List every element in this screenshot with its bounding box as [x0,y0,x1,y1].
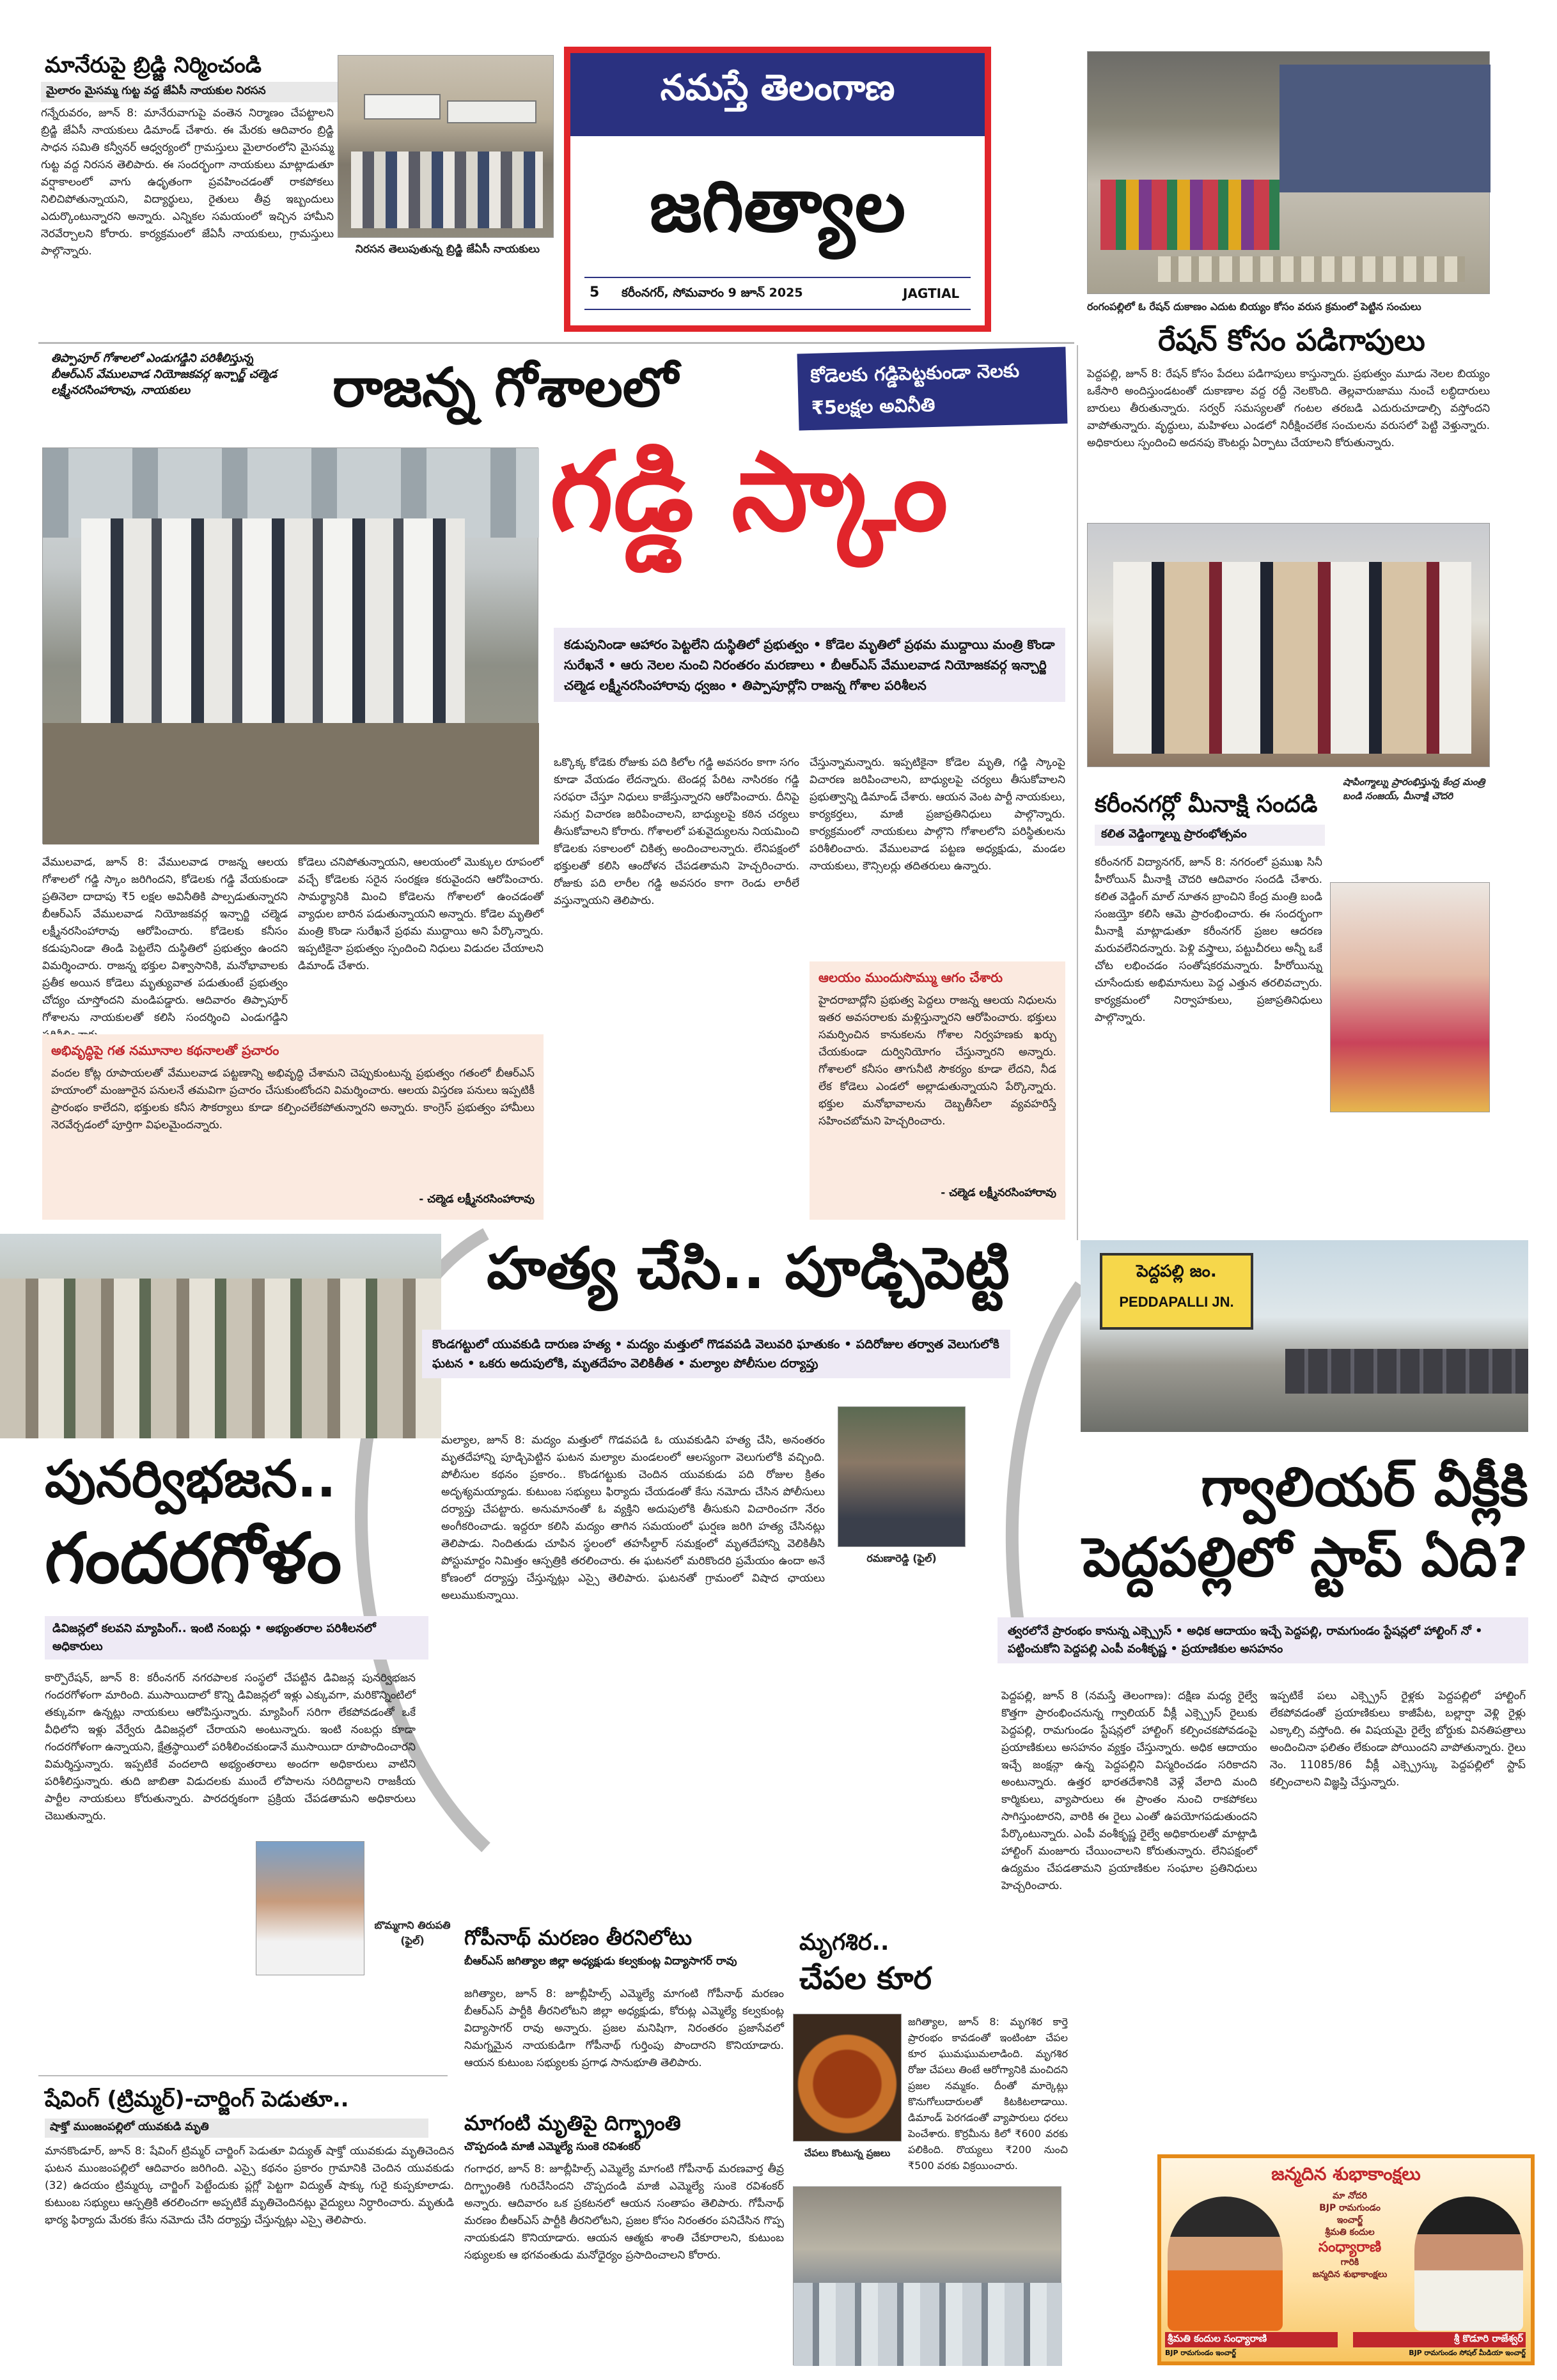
ad-line2: BJP రామగుండం [1319,2203,1381,2213]
gwalior-body: పెద్దపల్లి, జూన్ 8 (నమస్తే తెలంగాణ): దక్షిణ మధ్య రైల్వే కొత్తగా ప్రారంభించనున్న గ్వాలియర్ వీక్లీ ఎక్స్ప్రెస్ రైలుకు పెద్దపల్లి, రామగుండం స్టేషన్లలో హాల్టింగ్ కల్పించకపోవడంపై ప్రయాణికులు అసహనం వ్యక్తం చేస్తున్నారు. అధిక ఆదాయం ఇచ్చే జంక్షన్గా ఉన్న పెద్దపల్లిని విస్మరించడం సరికాదని అంటున్నారు. ఉత్తర భారతదేశానికి వెళ్లే వేలాది మంది కార్మికులు, వ్యాపారులు ఈ ప్రాంతం నుంచి రాకపోకలు సాగిస్తుంటారని, వారికి ఈ రైలు ఎంతో ఉపయోగపడుతుందని పేర్కొంటున్నారు. ఎంపీ వంశీకృష్ణ రైల్వే అధికారులతో మాట్లాడి హాల్టింగ్ మంజూరు చేయించాలని కోరుతున్నారు. లేనిపక్షంలో ఉద్యమం చేపడతామని ప్రయాణికుల సంఘాల ప్రతినిధులు హెచ్చరించారు. [1001,1690,1257,1892]
fish-body: జగిత్యాల, జూన్ 8: మృగశిర కార్తె ప్రారంభం కావడంతో ఇంటింటా చేపల కూర ఘుమఘుమలాడింది. మృగశిర రోజు చేపలు తింటే ఆరోగ్యానికి మంచిదని ప్రజల నమ్మకం. దీంతో మార్కెట్లు కొనుగోలుదారులతో కిటకిటలాడాయి. డిమాండ్ పెరగడంతో వ్యాపారులు ధరలు పెంచేశారు. కొర్రమీను కిలో ₹600 వరకు పలికింది. రొయ్యలు ₹200 నుంచి ₹500 వరకు విక్రయించారు. [908,2016,1068,2172]
page-number: 5 [590,284,600,300]
bridge-headline: మానేరుపై బ్రిడ్జి నిర్మించండి [45,52,262,78]
ad-line1: మా నోదరి [1332,2191,1368,2201]
goshala-kicker: తిప్పాపూర్ గోశాలలో ఎండుగడ్డిని పరిశీలిస్తున్న బీఆర్ఎస్ వేములవాడ నియోజకవర్గ ఇన్చార్జ్ చల్మెడ లక్ష్మీనరసింహారావు, నాయకులు [51,352,278,397]
ad-line4: శ్రీమతి కందుల [1325,2227,1375,2237]
tirupati-caption: బొమ్మగాని తిరుపతి (ఫైల్) [374,1919,451,1947]
maganti-headline: మాగంటి మృతిపై దిగ్భ్రాంతి [464,2111,681,2135]
goshala-tag: కోడెలకు గడ్డిపెట్టకుండా నెలకు ₹5లక్షల అవినీతి [797,347,1068,431]
shaving-sub: షాక్తో ముంజంపల్లిలో యువకుడి మృతి [45,2119,428,2138]
goshala-body4: చేస్తున్నామన్నారు. ఇప్పటికైనా కోడెల మృతి, గడ్డి స్కాంపై విచారణ జరిపించాలని, బాధ్యులపై చర్యలు తీసుకోవాలని ప్రభుత్వాన్ని డిమాండ్ చేశారు. ఆయన వెంట పార్టీ నాయకులు, కార్యకర్తలు, మాజీ ప్రజాప్రతినిధులు పాల్గొన్నారు. కార్యక్రమంలో నాయకులు పాల్గొని గోశాలలోని పరిస్థితులను పరిశీలించారు. వేములవాడ పట్టణ అధ్యక్షుడు, మండల నాయకులు, కౌన్సిలర్లు తదితరులు ఉన్నారు. [810,756,1065,873]
meenakshi-headline: కరీంనగర్లో మీనాక్షి సందడి [1095,791,1318,818]
mall-opening-photo [1087,523,1490,767]
ad-line7: జన్మదిన శుభాకాంక్షలు [1312,2269,1388,2280]
propaganda-box [42,1034,544,1220]
ad-role1: BJP రామగుండం ఇంచార్జ్ [1165,2349,1236,2357]
mall-caption: షాపింగ్మాల్ను ప్రారంభిస్తున్న కేంద్ర మంత్రి బండి సంజయ్, మీనాక్షి చౌదరి [1343,776,1485,802]
maganti-sub: చొప్పదండి మాజీ ఎమ్మెల్యే సుంకె రవిశంకర్ [464,2140,641,2153]
fish-curry-photo [793,2014,902,2142]
temple-box [810,961,1065,1220]
goshala-bullets: కడుపునిండా ఆహారం పెట్టలేని దుస్థితిలో ప్రభుత్వం • కోడెల మృతిలో ప్రథమ ముద్దాయి మంత్రి కొండా సురేఖనే • ఆరు నెలల నుంచి నిరంతరం మరణాలు • బీఆర్ఎస్ వేములవాడ నియోజకవర్గ ఇన్చార్జి చల్మెడ లక్ష్మీనరసింహారావు ధ్వజం • తిప్పాపూర్లోని రాజన్న గోశాల పరిశీలన [554,628,1065,702]
birthday-ad [1157,2154,1535,2365]
fish-headline1: మృగశిర.. [799,1929,889,1956]
goshala-inspection-photo [42,447,538,844]
goshala-body2: కోడెలు చనిపోతున్నాయని, ఆలయంలో మొక్కుల రూపంలో వచ్చే కోడెలకు సరైన సంరక్షణ కరువైందని ఆరోపించారు. సామర్థ్యానికి మించి కోడెలను గోశాలలో ఉంచడంతో వ్యాధుల బారిన పడుతున్నాయని అన్నారు. కోడెల మృతిలో మంత్రి కొండా సురేఖనే ప్రథమ ముద్దాయి అని పేర్కొన్నారు. ఇప్పటికైనా ప్రభుత్వం స్పందించి నిధులు విడుదల చేయాలని డిమాండ్ చేశారు. [298,856,544,972]
station-photo [1081,1240,1528,1432]
station-board [1100,1253,1253,1330]
gopinath-sub: బీఆర్ఎస్ జగిత్యాల జిల్లా అధ్యక్షుడు కల్వకుంట్ల విద్యాసాగర్ రావు [464,1955,737,1968]
ad-line5: సంధ్యారాణి [1318,2239,1382,2255]
edition-name: జగిత్యాల [649,165,906,248]
ad-name1: శ్రీమతి కందుల సంధ్యారాణి [1165,2332,1338,2347]
temple-body: హైదరాబాద్లోని ప్రభుత్వ పెద్దలు రాజన్న ఆలయ నిధులను ఇతర అవసరాలకు మళ్లిస్తున్నారని ఆరోపించారు. భక్తులు సమర్పించిన కానుకలను గోశాల నిర్వహణకు ఖర్చు చేయకుండా దుర్వినియోగం చేస్తున్నారని అన్నారు. గోశాలలో కనీసం తాగునీటి సౌకర్యం కూడా లేదని, నీడ లేక కోడెలు ఎండలో అల్లాడుతున్నాయని పేర్కొన్నారు. భక్తుల మనోభావాలను దెబ్బతీసేలా వ్యవహరిస్తే సహించబోమని హెచ్చరించారు. [818,994,1056,1128]
temple-headline: ఆలయం ముందుసొమ్ము ఆగం చేశారు [818,970,1003,985]
bridge-protest-photo [338,55,554,238]
gopinath-body: జగిత్యాల, జూన్ 8: జూబ్లీహిల్స్ ఎమ్మెల్యే మాగంటి గోపీనాథ్ మరణం బీఆర్ఎస్ పార్టీకి తీరనిలోటని జిల్లా అధ్యక్షుడు, కోరుట్ల ఎమ్మెల్యే కల్వకుంట్ల విద్యాసాగర్ రావు అన్నారు. ప్రజల మనిషిగా, నిరంతరం ప్రజాసేవలో నిమగ్నమైన నాయకుడిగా గోపీనాథ్ గుర్తింపు పొందారని కొనియాడారు. ఆయన కుటుంబ సభ్యులకు ప్రగాఢ సానుభూతి తెలిపారు. [464,1987,784,2069]
city-aerial-photo [0,1234,441,1438]
tirupati-photo [256,1841,364,1975]
gwalior-headline1: గ్వాలియర్ వీక్లీకి [1201,1456,1528,1518]
murder-bullets: కొండగట్టులో యువకుడి దారుణ హత్య • మద్యం మత్తులో గొడవపడి వెలువరి ఘాతుకం • పదిరోజుల తర్వాత వెలుగులోకి ఘటన • ఒకరు అదుపులోకి, మృతదేహం వెలికితీత • మల్యాల పోలీసుల దర్యాప్తు [422,1330,1010,1378]
ration-body: పెద్దపల్లి, జూన్ 8: రేషన్ కోసం పేదలు పడిగాపులు కాస్తున్నారు. ప్రభుత్వం మూడు నెలల బియ్యం ఒకేసారి అందిస్తుండటంతో దుకాణాల వద్ద రద్దీ నెలకొంది. తెల్లవారుజాము నుంచే లబ్ధిదారులు బారులు తీరుతున్నారు. సర్వర్ సమస్యలతో గంటల తరబడి ఎదురుచూడాల్సి వస్తోందని వాపోతున్నారు. వృద్ధులు, మహిళలు ఎండలో నిరీక్షించలేక సంచులను వరుసలో పెట్టి వెళ్తున్నారు. అధికారులు స్పందించి అదనపు కౌంటర్లు ఏర్పాటు చేయాలని కోరుతున్నారు. [1087,368,1490,449]
maganti-body: గంగాధర, జూన్ 8: జూబ్లీహిల్స్ ఎమ్మెల్యే మాగంటి గోపీనాథ్ మరణవార్త తీవ్ర దిగ్భ్రాంతికి గురిచేసిందని చొప్పదండి మాజీ ఎమ్మెల్యే సుంకె రవిశంకర్ అన్నారు. ఆదివారం ఒక ప్రకటనలో ఆయన సంతాపం తెలిపారు. గోపీనాథ్ మరణం బీఆర్ఎస్ పార్టీకి తీరనిలోటని, ప్రజల కోసం నిరంతరం పనిచేసిన గొప్ప నాయకుడని కొనియాడారు. ఆయన ఆత్మకు శాంతి చేకూరాలని, కుటుంబ సభ్యులకు ఆ భగవంతుడు మనోధైర్యం ప్రసాదించాలని కోరారు. [464,2163,784,2262]
fish-market-photo [793,2186,1061,2365]
murder-victim-photo [838,1406,966,1547]
goshala-body3: ఒక్కొక్క కోడెకు రోజుకు పది కిలోల గడ్డి అవసరం కాగా సగం కూడా వేయడం లేదన్నారు. టెండర్ల పేరిట నాసిరకం గడ్డి సరఫరా చేస్తూ నిధులు కాజేస్తున్నారని ఆరోపించారు. దీనిపై సమగ్ర విచారణ జరిపించాలని, బాధ్యులపై కఠిన చర్యలు తీసుకోవాలని కోరారు. గోశాలలో పశువైద్యులను నియమించి కోడెలకు సకాలంలో చికిత్స అందించాలన్నారు. లేనిపక్షంలో భక్తులతో కలిసి ఆందోళన చేపడతామని హెచ్చరించారు. రోజుకు పది లారీల గడ్డి అవసరం కాగా రెండు లారీలే వస్తున్నాయని తెలిపారు. [554,756,799,907]
gwalior-bullets: త్వరలోనే ప్రారంభం కానున్న ఎక్స్ప్రెస్ • అధిక ఆదాయం ఇచ్చే పెద్దపల్లి, రామగుండం స్టేషన్లలో హాల్టింగ్ నో • పట్టించుకోని పెద్దపల్లి ఎంపీ వంశీకృష్ణ • ప్రయాణికుల అసహనం [998,1617,1528,1663]
ad-role2: BJP రామగుండం సోషల్ మీడియా ఇంచార్జ్ [1409,2349,1526,2357]
board-english: PEDDAPALLI JN. [1119,1294,1234,1310]
gwalior-headline2: పెద్దపల్లిలో స్టాప్ ఏది? [1083,1526,1528,1589]
bridge-photo-caption: నిరసన తెలుపుతున్న బ్రిడ్జి జేఏసీ నాయకులు [355,243,540,256]
gwalior-body2: ఇప్పటికే పలు ఎక్స్ప్రెస్ రైళ్లకు పెద్దపల్లిలో హాల్టింగ్ లేకపోవడంతో ప్రయాణికులు కాజీపేట, బల్లార్షా వెళ్లి రైళ్లు ఎక్కాల్సి వస్తోంది. ఈ విషయమై రైల్వే బోర్డుకు వినతిపత్రాలు అందించినా ఫలితం లేకుండా పోయిందని వాపోతున్నారు. రైలు నెం. 11085/86 వీక్లీ ఎక్స్ప్రెస్కు పెద్దపల్లిలో స్టాప్ కల్పించాలని విజ్ఞప్తి చేస్తున్నారు. [1270,1690,1526,1789]
ration-headline: రేషన్ కోసం పడిగాపులు [1158,323,1425,357]
masthead [564,47,991,332]
murder-headline: హత్య చేసి.. పూడ్చిపెట్టి [487,1235,1010,1302]
redistrict-headline1: పునర్విభజన.. [45,1449,336,1509]
ad-name2: శ్రీ కొడూరి రాజేశ్వర్ [1353,2332,1526,2347]
propaganda-byline: - చల్మెడ లక్ష్మీనరసింహారావు [419,1193,535,1206]
bridge-body: గన్నేరువరం, జూన్ 8: మానేరువాగుపై వంతెన నిర్మాణం చేపట్టాలని బ్రిడ్జి జేఏసీ నాయకులు డిమాండ్ చేశారు. ఈ మేరకు ఆదివారం బ్రిడ్జి సాధన సమితి కన్వీనర్ ఆధ్వర్యంలో గ్రామస్తులు మైలారంలోని మైసమ్మ గుట్ట వద్ద నిరసన తెలిపారు. ఈ సందర్భంగా నాయకులు మాట్లాడుతూ వర్షాకాలంలో వాగు ఉధృతంగా ప్రవహించడంతో రాకపోకలు నిలిచిపోతున్నాయని, విద్యార్థులు, రైతులు తీవ్ర ఇబ్బందులు ఎదుర్కొంటున్నారని అన్నారు. ఎన్నికల సమయంలో ఇచ్చిన హామీని నెరవేర్చాలని కోరారు. కార్యక్రమంలో జేఏసీ నాయకులు, గ్రామస్తులు పాల్గొన్నారు. [41,107,334,258]
shaving-headline: షేవింగ్ (ట్రిమ్మర్)-చార్జింగ్ పెడుతూ.. [45,2087,349,2112]
edition-en: JAGTIAL [903,286,960,301]
ad-line3: ఇంచార్జ్ [1336,2215,1363,2225]
gopinath-headline: గోపీనాథ్ మరణం తీరనిలోటు [464,1925,692,1950]
redistrict-bullets: డివిజన్లలో కలవని మ్యాపింగ్.. ఇంటి నంబర్లు • అభ్యంతరాల పరిశీలనలో అధికారులు [45,1616,428,1660]
fish-caption: చేపలు కొంటున్న ప్రజలు [804,2147,891,2159]
goshala-headline-top: రాజన్న గోశాలలో [333,356,678,419]
ad-line6: గారికి [1340,2257,1359,2267]
redistrict-body: కార్పొరేషన్, జూన్ 8: కరీంనగర్ నగరపాలక సంస్థలో చేపట్టిన డివిజన్ల పునర్విభజన గందరగోళంగా మారింది. ముసాయిదాలో కొన్ని డివిజన్లలో ఇళ్లు ఎక్కువగా, మరికొన్నింటిలో తక్కువగా ఉన్నట్లు నాయకులు ఆరోపిస్తున్నారు. మ్యాపింగ్ సరిగా లేకపోవడంతో ఒకే వీధిలోని ఇళ్లు వేర్వేరు డివిజన్లలో చేరాయని అంటున్నారు. ఇంటి నంబర్లు కూడా గందరగోళంగా ఉన్నాయని, క్షేత్రస్థాయిలో పరిశీలించకుండానే ముసాయిదా రూపొందించారని విమర్శిస్తున్నారు. ఇప్పటికే వందలాది అభ్యంతరాలు అందగా అధికారులు వాటిని పరిశీలిస్తున్నారు. తుది జాబితా విడుదలకు ముందే లోపాలను సరిదిద్దాలని రాజకీయ పార్టీల నాయకులు కోరుతున్నారు. పారదర్శకంగా ప్రక్రియ చేపడతామని అధికారులు చెబుతున్నారు. [45,1672,416,1823]
ad-title: జన్మదిన శుభాకాంక్షలు [1271,2163,1421,2184]
ration-caption: రంగంపల్లిలో ఓ రేషన్ దుకాణం ఎదుట బియ్యం కోసం వరుస క్రమంలో పెట్టిన సంచులు [1087,300,1421,313]
brand-logo: నమస్తే తెలంగాణ [660,67,895,109]
board-telugu: పెద్దపల్లి జం. [1136,1262,1217,1281]
meenakshi-bullet: కలిత వెడ్డింగ్మాల్ను ప్రారంభోత్సవం [1095,825,1325,846]
redistrict-headline2: గందరగోళం [45,1519,342,1599]
temple-byline: - చల్మెడ లక్ష్మీనరసింహారావు [941,1186,1056,1199]
goshala-headline-main: గడ్డి స్కాం [550,429,948,556]
shaving-body: మానకొండూర్, జూన్ 8: షేవింగ్ ట్రిమ్మర్ చార్జింగ్ పెడుతూ విద్యుత్ షాక్తో యువకుడు మృతిచెందిన ఘటన ముంజంపల్లిలో ఆదివారం జరిగింది. ఎస్సై కథనం ప్రకారం గ్రామానికి చెందిన యువకుడు (32) ఉదయం ట్రిమ్మర్కు చార్జింగ్ పెట్టేందుకు ప్లగ్లో పెట్టగా విద్యుత్ షాక్కు గురై కుప్పకూలాడు. కుటుంబ సభ్యులు ఆస్పత్రికి తరలించగా అప్పటికే మృతిచెందినట్లు వైద్యులు నిర్ధారించారు. మృతుడి భార్య ఫిర్యాదు మేరకు కేసు నమోదు చేసి దర్యాప్తు చేస్తున్నట్లు ఎస్సై తెలిపారు. [45,2145,454,2227]
propaganda-headline: అభివృద్ధిపై గత నమూనాల కథనాలతో ప్రచారం [51,1043,279,1058]
murder-body: మల్యాల, జూన్ 8: మద్యం మత్తులో గొడవపడి ఓ యువకుడిని హత్య చేసి, అనంతరం మృతదేహాన్ని పూడ్చిపెట్టిన ఘటన మల్యాల మండలంలో ఆలస్యంగా వెలుగులోకి వచ్చింది. పోలీసుల కథనం ప్రకారం.. కొండగట్టుకు చెందిన యువకుడు పది రోజుల క్రితం అదృశ్యమయ్యాడు. కుటుంబ సభ్యులు ఫిర్యాదు చేయడంతో కేసు నమోదు చేసిన పోలీసులు దర్యాప్తు చేపట్టారు. అనుమానంతో ఓ వ్యక్తిని అదుపులోకి తీసుకుని విచారించగా నేరం అంగీకరించాడు. ఇద్దరూ కలిసి మద్యం తాగిన సమయంలో ఘర్షణ జరిగి హత్య చేసినట్లు తెలిపాడు. నిందితుడు చూపిన స్థలంలో తహసీల్దార్ సమక్షంలో మృతదేహాన్ని వెలికితీసి పోస్టుమార్టం నిమిత్తం ఆస్పత్రికి తరలించారు. ఈ ఘటనలో మరికొందరి ప్రమేయం ఉందా అనే కోణంలో దర్యాప్తు చేస్తున్నట్లు ఎస్సై తెలిపారు. ఘటనతో గ్రామంలో విషాద ఛాయలు అలుముకున్నాయి. [441,1434,825,1602]
dateline: కరీంనగర్, సోమవారం 9 జూన్ 2025 [622,286,803,300]
propaganda-body: వందల కోట్ల రూపాయలతో వేములవాడ పట్టణాన్ని అభివృద్ధి చేశామని చెప్పుకుంటున్న ప్రభుత్వం గతంలో బీఆర్ఎస్ హయాంలో మంజూరైన పనులనే తమవిగా ప్రచారం చేసుకుంటోందని విమర్శించారు. ఆలయ విస్తరణ పనులు ఇప్పటికీ ప్రారంభం కాలేదని, భక్తులకు కనీస సౌకర్యాలు కూడా కల్పించలేకపోతున్నారని అన్నారు. కాంగ్రెస్ ప్రభుత్వం హామీలు నెరవేర్చడంలో పూర్తిగా విఫలమైందన్నారు. [51,1067,535,1132]
goshala-body1: వేములవాడ, జూన్ 8: వేములవాడ రాజన్న ఆలయ గోశాలలో గడ్డి స్కాం జరిగిందని, కోడెలకు గడ్డి వేయకుండా ప్రతినెలా దాదాపు ₹5 లక్షల అవినీతికి పాల్పడుతున్నారని బీఆర్ఎస్ వేములవాడ నియోజకవర్గ ఇన్చార్జి చల్మెడ లక్ష్మీనరసింహారావు ఆరోపించారు. కోడెలకు కనీసం కడుపునిండా తిండి పెట్టలేని దుస్థితిలో ప్రభుత్వం ఉందని విమర్శించారు. రాజన్న భక్తుల విశ్వాసానికి, మనోభావాలకు ప్రతీక అయిన కోడెలు మృత్యువాత పడుతుంటే ప్రభుత్వం చోద్యం చూస్తోందని మండిపడ్డారు. ఆదివారం తిప్పాపూర్ గోశాలను నాయకులతో కలిసి సందర్శించి ఎండుగడ్డిని [42,856,288,1024]
meenakshi-body: కరీంనగర్ విద్యానగర్, జూన్ 8: నగరంలో ప్రముఖ సినీ హీరోయిన్ మీనాక్షి చౌదరి ఆదివారం సందడి చేశారు. కలిత వెడ్డింగ్ మాల్ నూతన బ్రాంచిని కేంద్ర మంత్రి బండి సంజయ్తో కలిసి ఆమె ప్రారంభించారు. ఈ సందర్భంగా మీనాక్షి మాట్లాడుతూ కరీంనగర్ ప్రజల ఆదరణ మరువలేనిదన్నారు. పెళ్లి వస్త్రాలు, పట్టుచీరలు అన్నీ ఒకే చోట లభించడం సంతోషకరమన్నారు. హీరోయిన్ను చూసేందుకు అభిమానులు పెద్ద ఎత్తున తరలివచ్చారు. కార్యక్రమంలో నిర్వాహకులు, ప్రజాప్రతినిధులు పాల్గొన్నారు. [1095,856,1322,1024]
fish-headline2: చేపల కూర [799,1961,932,1996]
murder-photo-caption: రమణారెడ్డి (ఫైల్) [866,1552,937,1564]
bridge-subhead: మైలారం మైసమ్మ గుట్ట వద్ద జేఏసీ నాయకుల నిరసన [41,82,341,102]
meenakshi-photo [1330,882,1490,1112]
ration-queue-photo [1087,51,1490,294]
